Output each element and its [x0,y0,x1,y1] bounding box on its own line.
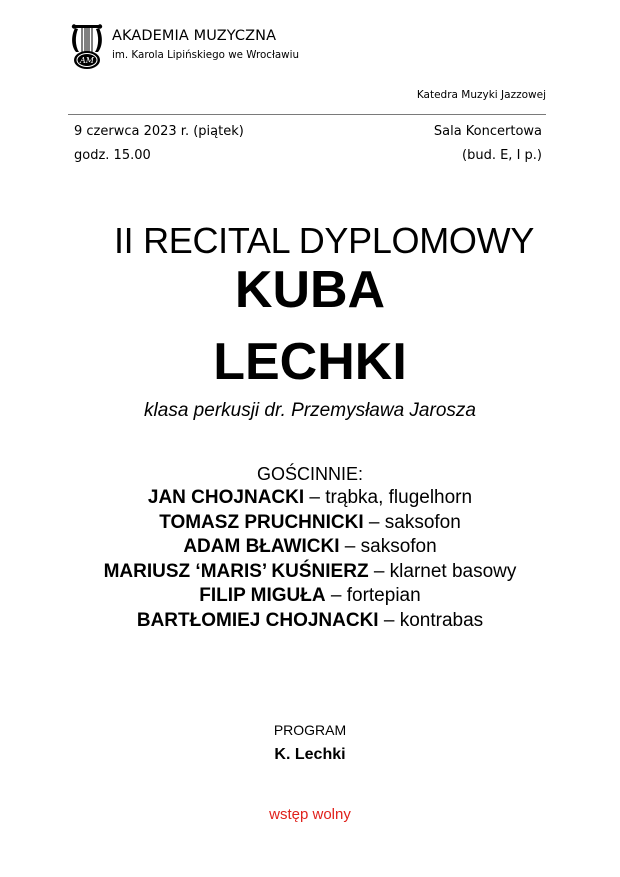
guest-name: ADAM BŁAWICKI [183,536,340,558]
admission-note: wstęp wolny [269,806,351,823]
event-time: godz. 15.00 [74,148,151,163]
recital-title: II RECITAL DYPLOMOWY [113,220,535,261]
guest-item [0,535,620,560]
guest-item [0,609,620,634]
event-venue: Sala Koncertowa [433,124,542,139]
guest-name: MARIUSZ ‘MARIS’ KUŚNIERZ [103,560,369,582]
teacher-class: klasa perkusji dr. Przemysława Jarosza [144,400,476,421]
lyre-icon [70,22,104,70]
performer-last-name: LECHKI [213,333,407,391]
department: Katedra Muzyki Jazzowej [416,89,546,101]
guest-name: BARTŁOMIEJ CHOJNACKI [136,609,379,631]
guest-name: JAN CHOJNACKI [147,487,305,508]
guest-item [0,584,620,609]
svg-text:AM: AM [80,56,94,65]
guest-instrument: – fortepian [325,585,421,607]
guest-item [0,511,620,536]
guest-instrument: – kontrabas [378,609,484,631]
institution-subtitle: im. Karola Lipińskiego we Wrocławiu [112,49,299,61]
program-label: PROGRAM [273,722,347,738]
guests-header: GOŚCINNIE: [256,464,363,484]
event-date: 9 czerwca 2023 r. (piątek) [74,124,244,139]
guest-item [0,560,620,585]
guest-item [0,486,620,511]
guest-instrument: – trąbka, flugelhorn [304,487,473,508]
performer-first-name: KUBA [234,261,386,319]
event-building: (bud. E, I p.) [462,148,542,163]
institution-name: AKADEMIA MUZYCZNA [112,28,277,44]
guest-name: FILIP MIGUŁA [199,585,326,607]
guests-list [0,486,620,634]
header-divider [68,114,546,115]
program-composer: K. Lechki [274,746,346,763]
guest-instrument: – saksofon [363,511,461,533]
guest-instrument: – saksofon [339,536,437,558]
guest-instrument: – klarnet basowy [368,560,517,582]
guest-name: TOMASZ PRUCHNICKI [159,511,364,533]
